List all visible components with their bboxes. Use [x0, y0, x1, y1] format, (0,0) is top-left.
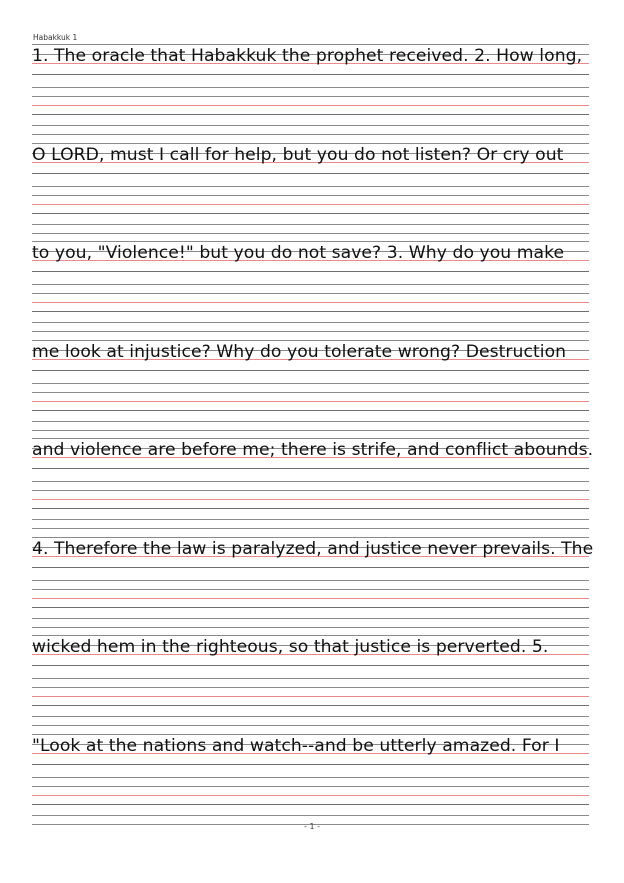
guide-line: [32, 143, 589, 144]
guide-line: [32, 173, 589, 174]
guide-line: [32, 508, 589, 509]
guide-line: [32, 804, 589, 805]
guide-line: [32, 635, 589, 636]
guide-line: [32, 340, 589, 341]
guide-line: [32, 696, 589, 697]
guide-line: [32, 322, 589, 323]
practice-block: [0, 141, 624, 241]
guide-line: [32, 687, 589, 688]
practice-block: [0, 239, 624, 339]
verse-line: me look at injustice? Why do you tolerate wrong? Destruction: [32, 341, 567, 362]
guide-line: [32, 87, 589, 88]
guide-line: [32, 370, 589, 371]
guide-line: [32, 786, 589, 787]
guide-line: [32, 481, 589, 482]
verse-line: 1. The oracle that Habakkuk the prophet received. 2. How long,: [32, 46, 583, 66]
guide-line: [32, 438, 589, 439]
guide-line: [32, 528, 589, 529]
guide-line: [32, 74, 589, 75]
guide-line: [32, 567, 589, 568]
guide-line: [32, 331, 589, 332]
guide-line: [32, 105, 589, 106]
guide-line: [32, 134, 589, 135]
guide-line: [32, 815, 589, 816]
guide-line: [32, 764, 589, 765]
verse-line: to you, "Violence!" but you do not save? 3. Why do you make: [32, 243, 565, 263]
guide-line: [32, 430, 589, 431]
guide-line: [32, 401, 589, 402]
guide-line: [32, 490, 589, 491]
guide-line: [32, 96, 589, 97]
guide-line: [32, 421, 589, 422]
guide-line: [32, 224, 589, 225]
guide-line: [32, 777, 589, 778]
guide-line: [32, 678, 589, 679]
verse-line: "Look at the nations and watch--and be utterly amazed. For I: [32, 735, 560, 756]
guide-line: [32, 499, 589, 500]
guide-line: [32, 311, 589, 312]
guide-line: [32, 410, 589, 411]
guide-line: [32, 213, 589, 214]
practice-block: [0, 436, 624, 536]
guide-line: [32, 607, 589, 608]
guide-line: [32, 383, 589, 384]
guide-line: [32, 618, 589, 619]
guide-line: [32, 195, 589, 196]
practice-block: [0, 338, 624, 438]
guide-line: [32, 468, 589, 469]
guide-line: [32, 392, 589, 393]
page-number: - 1 -: [304, 822, 320, 831]
guide-line: [32, 705, 589, 706]
guide-line: [32, 598, 589, 599]
guide-line: [32, 302, 589, 303]
guide-line: [32, 537, 589, 538]
verse-line: and violence are before me; there is strife, and conflict abounds.: [32, 440, 594, 460]
guide-line: [32, 589, 589, 590]
practice-block: [0, 535, 624, 635]
guide-line: [32, 293, 589, 294]
guide-line: [32, 44, 589, 45]
guide-line: [32, 186, 589, 187]
guide-line: [32, 716, 589, 717]
page-header: Habakkuk 1: [33, 33, 78, 42]
guide-line: [32, 795, 589, 796]
guide-line: [32, 233, 589, 234]
guide-line: [32, 580, 589, 581]
verse-line: wicked hem in the righteous, so that justice is perverted. 5.: [32, 637, 549, 657]
practice-block: [0, 42, 624, 142]
guide-line: [32, 271, 589, 272]
guide-line: [32, 125, 589, 126]
practice-block: [0, 732, 624, 832]
guide-line: [32, 627, 589, 628]
verse-line: 4. Therefore the law is paralyzed, and justice never prevails. The: [32, 538, 594, 559]
verse-line: O LORD, must I call for help, but you do not listen? Or cry out: [32, 144, 564, 165]
guide-line: [32, 114, 589, 115]
guide-line: [32, 519, 589, 520]
guide-line: [32, 204, 589, 205]
guide-line: [32, 734, 589, 735]
practice-block: [0, 633, 624, 733]
guide-line: [32, 241, 589, 242]
guide-line: [32, 284, 589, 285]
guide-line: [32, 725, 589, 726]
guide-line: [32, 665, 589, 666]
